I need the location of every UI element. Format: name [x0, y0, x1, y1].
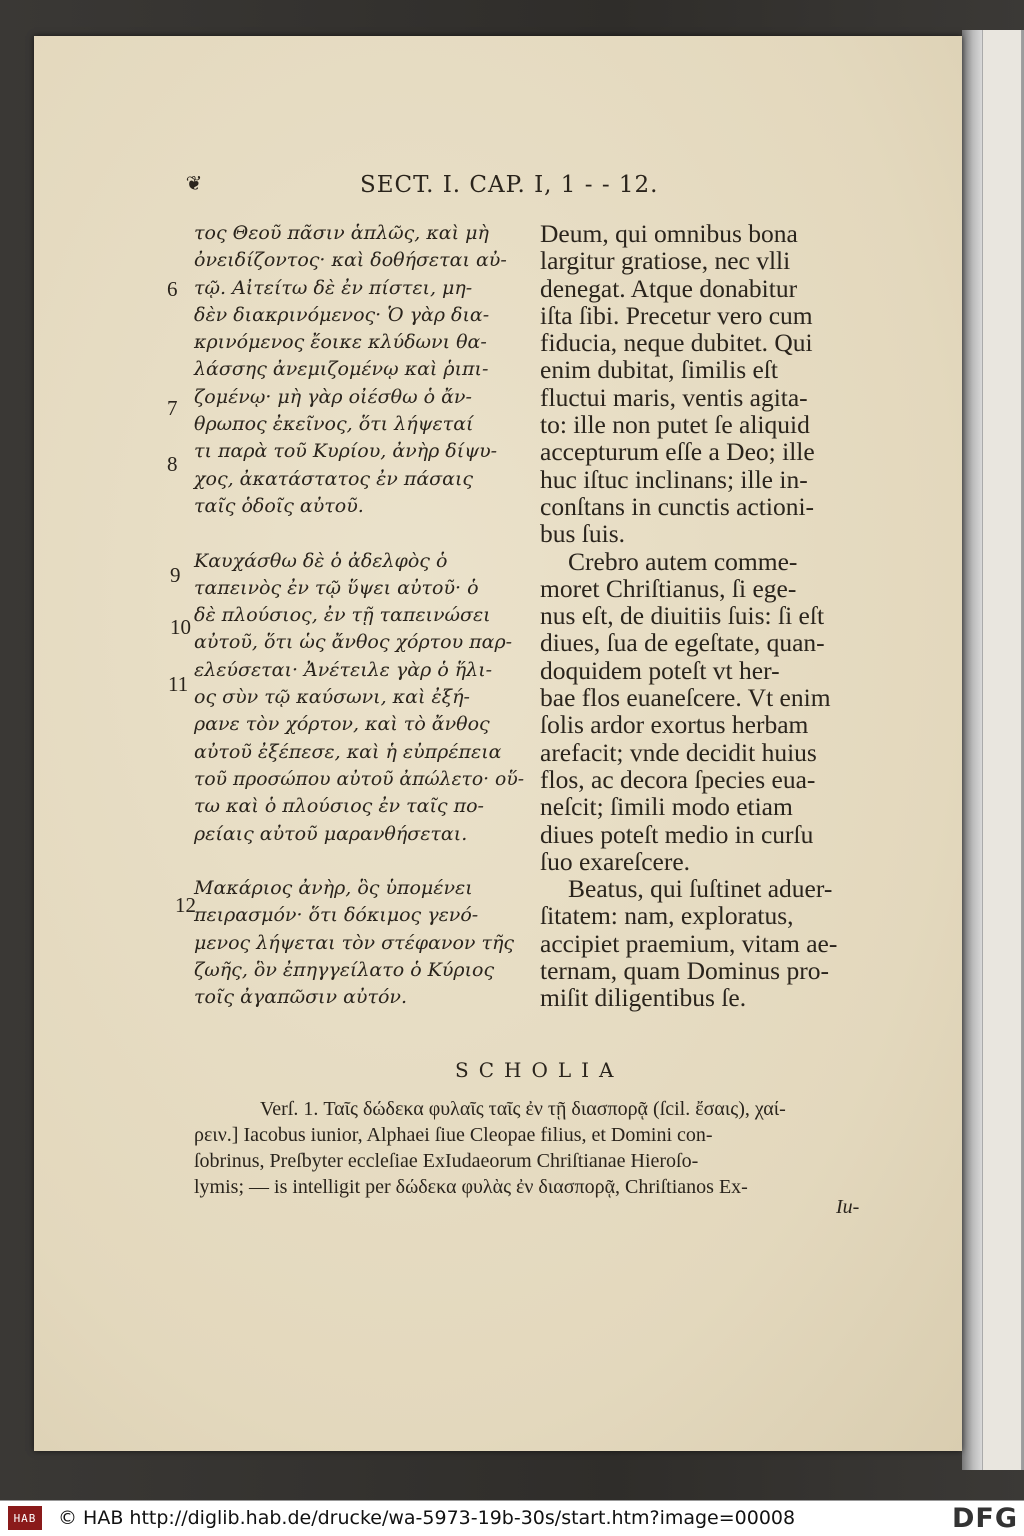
- greek-text-column: [194, 220, 524, 1012]
- credit-link[interactable]: © HAB http://diglib.hab.de/drucke/wa-5973-19b-30s/start.htm?image=00008: [58, 1507, 796, 1529]
- greek-line: ταῖς ὁδοῖς αὐτοῦ.: [194, 494, 364, 517]
- latin-line: fiducia, neque dubitet. Qui: [540, 328, 813, 358]
- latin-line: enim dubitat, ſimilis eſt: [540, 355, 778, 385]
- latin-line: nus eſt, de diuitiis ſuis: ſi eſt: [540, 601, 825, 631]
- latin-line: ſolis ardor exortus herbam: [540, 710, 809, 740]
- latin-line: Deum, qui omnibus bona: [540, 219, 798, 248]
- verse-number-12: 12: [175, 893, 196, 917]
- greek-line: ρείαις αὐτοῦ μαρανθήσεται.: [194, 822, 468, 845]
- latin-line: flos, ac decora ſpecies eua-: [540, 764, 816, 794]
- viewer-footer: [0, 1500, 1024, 1536]
- greek-line: αὐτοῦ, ὅτι ὡς ἄνθος χόρτου παρ-: [194, 631, 513, 654]
- scholia-line: lymis; — is intelligit per δώδεκα φυλὰς ἐν διασπορᾷ, Chriſtianos Ex-: [194, 1176, 748, 1198]
- latin-line: miſit diligentibus ſe.: [540, 983, 747, 1013]
- greek-line: μενος λήψεται τὸν στέφανον τῆς: [194, 931, 515, 954]
- greek-line: θρωπος ἐκεῖνος, ὅτι λήψεταί: [194, 413, 474, 436]
- scholia-text: [194, 1096, 884, 1200]
- greek-line: ὀνειδίζοντος· καὶ δοθήσεται αὐ-: [194, 249, 507, 272]
- latin-line: ternam, quam Dominus pro-: [540, 956, 829, 986]
- greek-line: αὐτοῦ ἐξέπεσε, καὶ ἡ εὐπρέπεια: [194, 740, 502, 763]
- greek-line: [194, 848, 524, 875]
- latin-line: bae flos euaneſcere. Vt enim: [540, 683, 831, 713]
- latin-line: neſcit; ſimili modo etiam: [540, 792, 793, 822]
- latin-line: diues, ſua de egeſtate, quan-: [540, 628, 825, 658]
- greek-line: ζωῆς, ὃν ἐπηγγείλατο ὁ Κύριος: [194, 959, 495, 982]
- latin-line: accepturum eſſe a Deo; ille: [540, 437, 815, 467]
- greek-line: δὲν διακρινόμενος· Ὁ γὰρ δια-: [194, 303, 490, 326]
- latin-line: Beatus, qui ſuſtinet aduer-: [568, 874, 833, 904]
- dfg-logo: DFG: [951, 1503, 1018, 1534]
- latin-line: huc iſtuc inclinans; ille in-: [540, 464, 808, 494]
- greek-line: πειρασμόν· ὅτι δόκιμος γενό-: [194, 904, 479, 927]
- greek-line: ος σὺν τῷ καύσωνι, καὶ ἐξή-: [194, 686, 470, 709]
- latin-line: fluctui maris, ventis agita-: [540, 382, 808, 412]
- greek-line: τος Θεοῦ πᾶσιν ἁπλῶς, καὶ μὴ: [194, 222, 489, 244]
- scholia-heading: SCHOLIA: [455, 1058, 624, 1082]
- latin-line: to: ille non putet ſe aliquid: [540, 410, 810, 440]
- greek-line: [194, 520, 524, 547]
- latin-line: arefacit; vnde decidit huius: [540, 737, 817, 767]
- book-fore-edge: [962, 30, 1024, 1470]
- greek-line: τοῖς ἀγαπῶσιν αὐτόν.: [194, 986, 408, 1009]
- latin-line: moret Chriſtianus, ſi ege-: [540, 573, 797, 603]
- verse-number-6: 6: [167, 277, 178, 301]
- verse-number-8: 8: [167, 452, 178, 476]
- latin-line: iſta ſibi. Precetur vero cum: [540, 300, 813, 330]
- greek-line: Μακάριος ἀνὴρ, ὃς ὑπομένει: [194, 877, 473, 900]
- scholia-line: Verſ. 1. Ταῖς δώδεκα φυλαῖς ταῖς ἐν τῇ διασπορᾷ (ſcil. ἔσαις), χαί-: [260, 1098, 786, 1120]
- greek-line: τω καὶ ὁ πλούσιος ἐν ταῖς πο-: [194, 795, 484, 818]
- greek-line: Καυχάσθω δὲ ὁ ἀδελφὸς ὁ: [194, 549, 448, 572]
- greek-line: δὲ πλούσιος, ἐν τῇ ταπεινώσει: [194, 604, 491, 627]
- latin-line: diues poteſt medio in curſu: [540, 819, 814, 849]
- greek-line: ελεύσεται· Ἀνέτειλε γὰρ ὁ ἥλι-: [194, 658, 493, 681]
- latin-line: accipiet praemium, vitam ae-: [540, 928, 838, 958]
- greek-line: τι παρὰ τοῦ Κυρίου, ἀνὴρ δίψυ-: [194, 440, 498, 463]
- latin-line: bus ſuis.: [540, 519, 626, 549]
- latin-line: ſuo exareſcere.: [540, 846, 691, 876]
- greek-line: χος, ἀκατάστατος ἐν πάσαις: [194, 467, 474, 490]
- greek-line: ζομένῳ· μὴ γὰρ οἰέσθω ὁ ἄν-: [194, 385, 472, 408]
- next-leaf: [982, 30, 1021, 1470]
- verse-number-9: 9: [170, 563, 181, 587]
- hab-logo-icon: HAB: [8, 1506, 42, 1530]
- verse-number-11: 11: [168, 672, 189, 696]
- scholia-line: ρειν.] Iacobus iunior, Alphaei ſiue Cleopae filius, et Domini con-: [194, 1124, 713, 1146]
- running-head: SECT. I. CAP. I, 1 - - 12.: [360, 172, 659, 198]
- greek-line: λάσσης ἀνεμιζομένῳ καὶ ῥιπι-: [194, 358, 489, 381]
- greek-line: τῷ. Αἰτείτω δὲ ἐν πίστει, μη-: [194, 276, 473, 299]
- latin-text-column: [540, 220, 878, 1012]
- greek-line: τοῦ προσώπου αὐτοῦ ἀπώλετο· οὕ-: [194, 767, 525, 790]
- latin-line: denegat. Atque donabitur: [540, 273, 798, 303]
- greek-line: κρινόμενος ἔοικε κλύδωνι θα-: [194, 331, 487, 354]
- latin-line: ſitatem: nam, exploratus,: [540, 901, 794, 931]
- latin-line: Crebro autem comme-: [568, 546, 798, 576]
- latin-line: doquidem poteſt vt her-: [540, 655, 780, 685]
- fleuron-icon: ❦: [185, 171, 203, 195]
- greek-line: ρανε τὸν χόρτον, καὶ τὸ ἄνθος: [194, 713, 490, 736]
- latin-line: conſtans in cunctis actioni-: [540, 491, 815, 521]
- scholia-line: ſobrinus, Preſbyter eccleſiae ExIudaeorum Chriſtianae Hieroſo-: [194, 1150, 699, 1172]
- greek-line: ταπεινὸς ἐν τῷ ὕψει αὐτοῦ· ὁ: [194, 576, 479, 599]
- catchword: Iu-: [836, 1196, 860, 1218]
- verse-number-10: 10: [170, 615, 191, 639]
- verse-number-7: 7: [167, 396, 178, 420]
- latin-line: largitur gratiose, nec vlli: [540, 246, 791, 276]
